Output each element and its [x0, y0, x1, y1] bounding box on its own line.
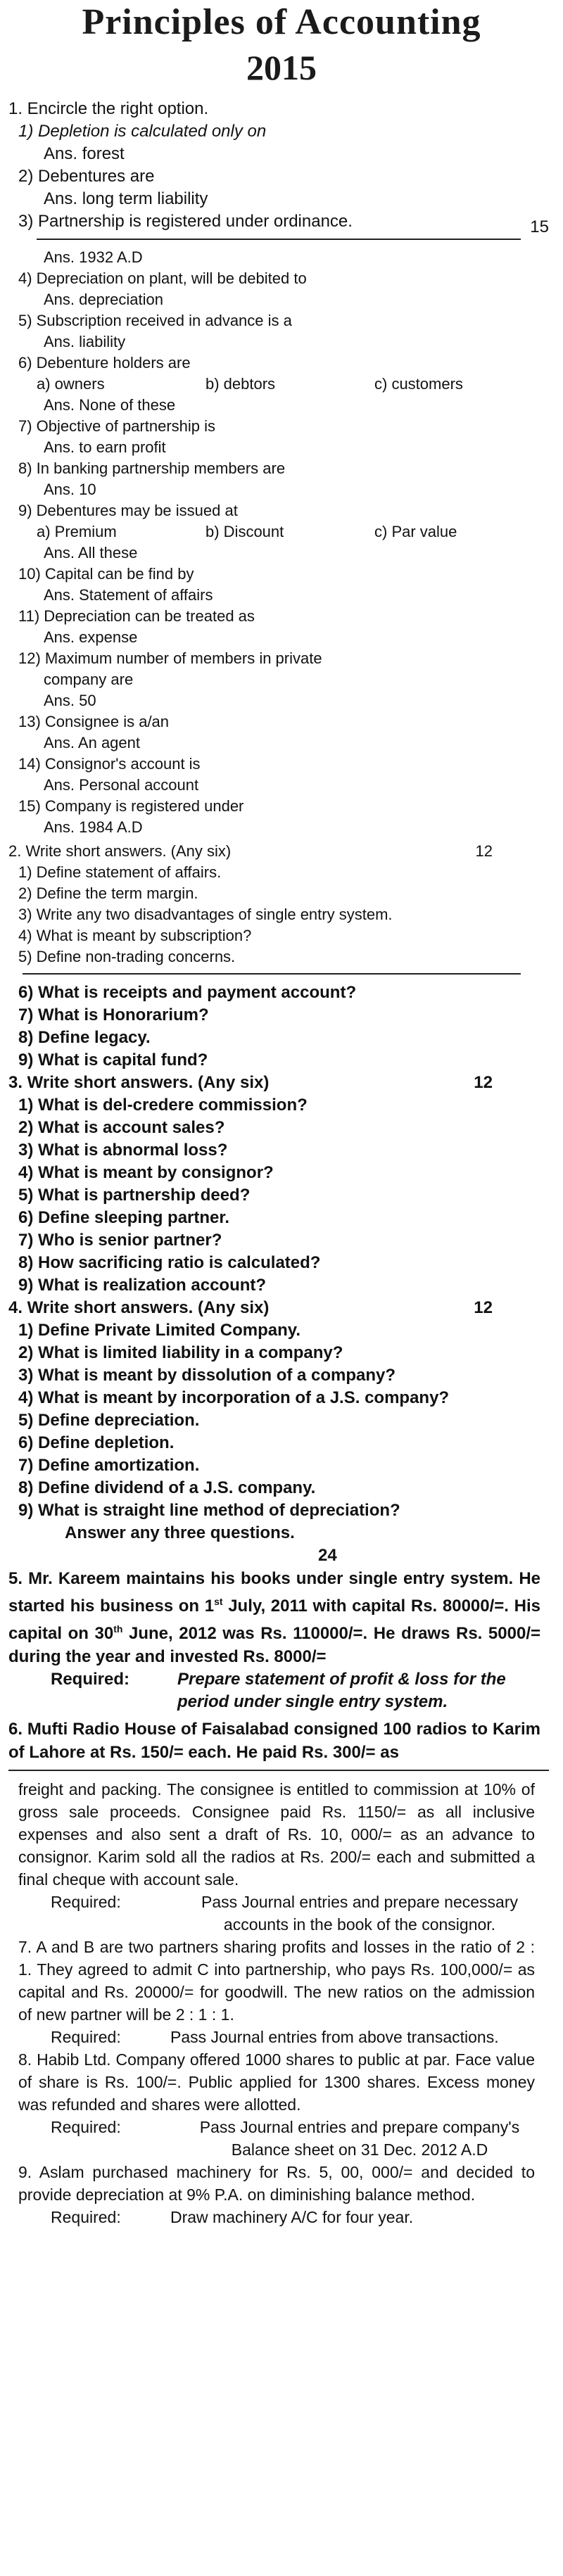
q1-item-6-answer: Ans. None of these — [44, 396, 176, 414]
long-marks: 24 — [318, 1546, 337, 1565]
q1-item-10-answer: Ans. Statement of affairs — [44, 586, 213, 604]
option-b: b) debtors — [205, 375, 276, 393]
q5-text-part: June, 2012 was Rs. 110000/=. He draws Rs. 5000/= during the year and invested Rs. 8000/= — [8, 1624, 541, 1666]
q3-item: 7) Who is senior partner? — [18, 1231, 222, 1250]
option-a: a) owners — [37, 375, 105, 393]
q4-item: 1) Define Private Limited Company. — [18, 1321, 301, 1340]
q1-item-14-question: 14) Consignor's account is — [18, 755, 201, 773]
q4-marks: 12 — [474, 1298, 493, 1317]
q1-item-6-options — [8, 374, 549, 395]
q1-item-2-question: 2) Debentures are — [18, 167, 155, 186]
q2-item: 7) What is Honorarium? — [18, 1005, 209, 1024]
required-label: Required: — [51, 2118, 121, 2136]
q1-item-12-answer: Ans. 50 — [44, 692, 96, 709]
q2-item: 3) Write any two disadvantages of single entry system. — [18, 906, 393, 923]
q1-item-3-question: 3) Partnership is registered under ordinance. — [18, 212, 353, 231]
q4-item: 2) What is limited liability in a company? — [18, 1343, 343, 1362]
q1-item-9-answer: Ans. All these — [44, 544, 138, 561]
q4-item: 4) What is meant by incorporation of a J.S. company? — [18, 1388, 450, 1407]
q4-item: 6) Define depletion. — [18, 1433, 175, 1452]
divider — [23, 973, 521, 975]
q4-section — [0, 1297, 563, 1522]
q1-item-13-question: 13) Consignee is a/an — [18, 713, 170, 730]
divider — [8, 1770, 549, 1771]
option-b: b) Discount — [205, 523, 284, 540]
q1-item-1-answer: Ans. forest — [44, 144, 125, 163]
q5-required — [8, 1668, 549, 1713]
q7-text: 7. A and B are two partners sharing profits and losses in the ratio of 2 : 1. They agreed to admit C into partnership, who pays Rs. 100,000/= as capital and Rs. 20000/= for goodwill. The new ratios on the admission of new partner will be 2 : 1 : 1. — [18, 1938, 535, 2024]
q6-text: 6. Mufti Radio House of Faisalabad consigned 100 radios to Karim of Lahore at Rs. 150/= each. He paid Rs. 300/= as — [8, 1720, 540, 1762]
q1-item-7-answer: Ans. to earn profit — [44, 438, 166, 456]
required-text: Prepare statement of profit & loss for the period under single entry system. — [177, 1670, 506, 1711]
q1-item-15-answer: Ans. 1984 A.D — [44, 818, 143, 836]
q2-item: 8) Define legacy. — [18, 1028, 151, 1047]
long-section — [0, 1522, 563, 2228]
q3-section — [0, 1072, 563, 1297]
q1-item-12-question: 12) Maximum number of members in private — [18, 649, 322, 667]
q2-section — [0, 841, 563, 1072]
q2-item: 4) What is meant by subscription? — [18, 927, 252, 944]
q1-item-2-answer: Ans. long term liability — [44, 189, 208, 208]
q2-marks: 12 — [475, 842, 493, 860]
q1-item-15-question: 15) Company is registered under — [18, 797, 244, 815]
q2-heading: 2. Write short answers. (Any six) — [8, 842, 232, 860]
q5-sup: st — [214, 1596, 223, 1607]
q1-item-10-question: 10) Capital can be find by — [18, 565, 194, 583]
q3-item: 2) What is account sales? — [18, 1118, 225, 1137]
q1-item-9-options — [8, 521, 549, 543]
q1-item-1-question: 1) Depletion is calculated only on — [18, 122, 267, 141]
q5-sup: th — [113, 1623, 123, 1635]
q1-item-13-answer: Ans. An agent — [44, 734, 140, 751]
required-text: Pass Journal entries and prepare necessary accounts in the book of the consignor. — [201, 1893, 519, 1934]
required-text: Pass Journal entries and prepare company's Balance sheet on 31 Dec. 2012 A.D — [199, 2118, 520, 2159]
q1-item-3-answer: Ans. 1932 A.D — [44, 248, 143, 266]
q1-item-11-answer: Ans. expense — [44, 628, 138, 646]
q4-item: 9) What is straight line method of depreciation? — [18, 1501, 400, 1520]
q5-text-part: July, 2011 with capital Rs. 80000/=. His capital on 30 — [8, 1597, 540, 1643]
q8-required — [8, 2116, 549, 2161]
q1-item-4-answer: Ans. depreciation — [44, 291, 163, 308]
required-text: Draw machinery A/C for four year. — [170, 2208, 414, 2226]
q1-item-12-question-cont: company are — [44, 671, 134, 688]
long-heading: Answer any three questions. — [65, 1523, 295, 1542]
q4-item: 3) What is meant by dissolution of a company? — [18, 1366, 396, 1385]
long-header — [8, 1522, 549, 1567]
required-label: Required: — [51, 1670, 130, 1689]
q8-text: 8. Habib Ltd. Company offered 1000 shares to public at par. Face value of share is Rs. 100/=. Public applied for 1300 shares. Excess money was refunded and shares were allotted. — [18, 2050, 535, 2114]
q2-item: 2) Define the term margin. — [18, 884, 198, 902]
q1-item-11-question: 11) Depreciation can be treated as — [18, 607, 255, 625]
q3-marks: 12 — [474, 1073, 493, 1092]
q3-item: 6) Define sleeping partner. — [18, 1208, 230, 1227]
q1-marks: 15 — [530, 217, 549, 236]
required-label: Required: — [51, 2028, 121, 2046]
required-label: Required: — [51, 2208, 121, 2226]
q3-heading: 3. Write short answers. (Any six) — [8, 1073, 270, 1092]
required-text: Pass Journal entries from above transactions. — [170, 2028, 499, 2046]
q1-item-8-answer: Ans. 10 — [44, 481, 96, 498]
q9-text: 9. Aslam purchased machinery for Rs. 5, 00, 000/= and decided to provide depreciation at 9% P.A. on diminishing balance method. — [18, 2163, 535, 2204]
q3-item: 8) How sacrificing ratio is calculated? — [18, 1253, 321, 1272]
q1-heading: 1. Encircle the right option. — [8, 99, 209, 118]
q1-item-4-question: 4) Depreciation on plant, will be debited to — [18, 269, 307, 287]
q1-item-5-answer: Ans. liability — [44, 333, 126, 350]
page-year: 2015 — [246, 48, 317, 87]
q1-item-9-question: 9) Debentures may be issued at — [18, 502, 238, 519]
q1-item-14-answer: Ans. Personal account — [44, 776, 199, 794]
q2-item: 5) Define non-trading concerns. — [18, 948, 236, 965]
page-title: Principles of Accounting — [82, 2, 481, 42]
required-label: Required: — [51, 1893, 121, 1911]
option-c: c) Par value — [374, 523, 457, 540]
q6-text-cont: freight and packing. The consignee is entitled to commission at 10% of gross sale proceeds. Consignee paid Rs. 1150/= as all inclusive expenses and also sent a draft of Rs. 10, 000/= as an advance to consignor. Karim sold all the radios at Rs. 200/= each and submitted a final cheque with account sale. — [18, 1780, 535, 1889]
option-a: a) Premium — [37, 523, 117, 540]
q3-header — [8, 1072, 549, 1094]
q4-item: 5) Define depreciation. — [18, 1411, 200, 1430]
q9-required — [8, 2206, 549, 2228]
q3-item: 5) What is partnership deed? — [18, 1186, 251, 1205]
q3-item: 1) What is del-credere commission? — [18, 1096, 308, 1115]
q1-item-7-question: 7) Objective of partnership is — [18, 417, 216, 435]
q2-item: 1) Define statement of affairs. — [18, 863, 222, 881]
q1-item-5-question: 5) Subscription received in advance is a — [18, 312, 292, 329]
q3-item: 4) What is meant by consignor? — [18, 1163, 274, 1182]
q5-text-part: 5. Mr. Kareem maintains his books under single entry system. He started his business on 1 — [8, 1569, 540, 1616]
q5-text — [8, 1567, 549, 1668]
q1-item-6-question: 6) Debenture holders are — [18, 354, 191, 372]
q1-item-8-question: 8) In banking partnership members are — [18, 459, 286, 477]
q4-header — [8, 1297, 549, 1319]
q2-item: 9) What is capital fund? — [18, 1051, 208, 1070]
q6-required — [8, 1891, 549, 1936]
divider — [37, 239, 521, 240]
q4-item: 7) Define amortization. — [18, 1456, 200, 1475]
q2-item: 6) What is receipts and payment account? — [18, 983, 357, 1002]
q4-item: 8) Define dividend of a J.S. company. — [18, 1478, 316, 1497]
q2-header — [8, 841, 549, 862]
q3-item: 9) What is realization account? — [18, 1276, 267, 1295]
option-c: c) customers — [374, 375, 463, 393]
q1-section — [0, 98, 563, 838]
q7-required — [8, 2026, 549, 2048]
q4-heading: 4. Write short answers. (Any six) — [8, 1298, 270, 1317]
q3-item: 3) What is abnormal loss? — [18, 1141, 228, 1160]
